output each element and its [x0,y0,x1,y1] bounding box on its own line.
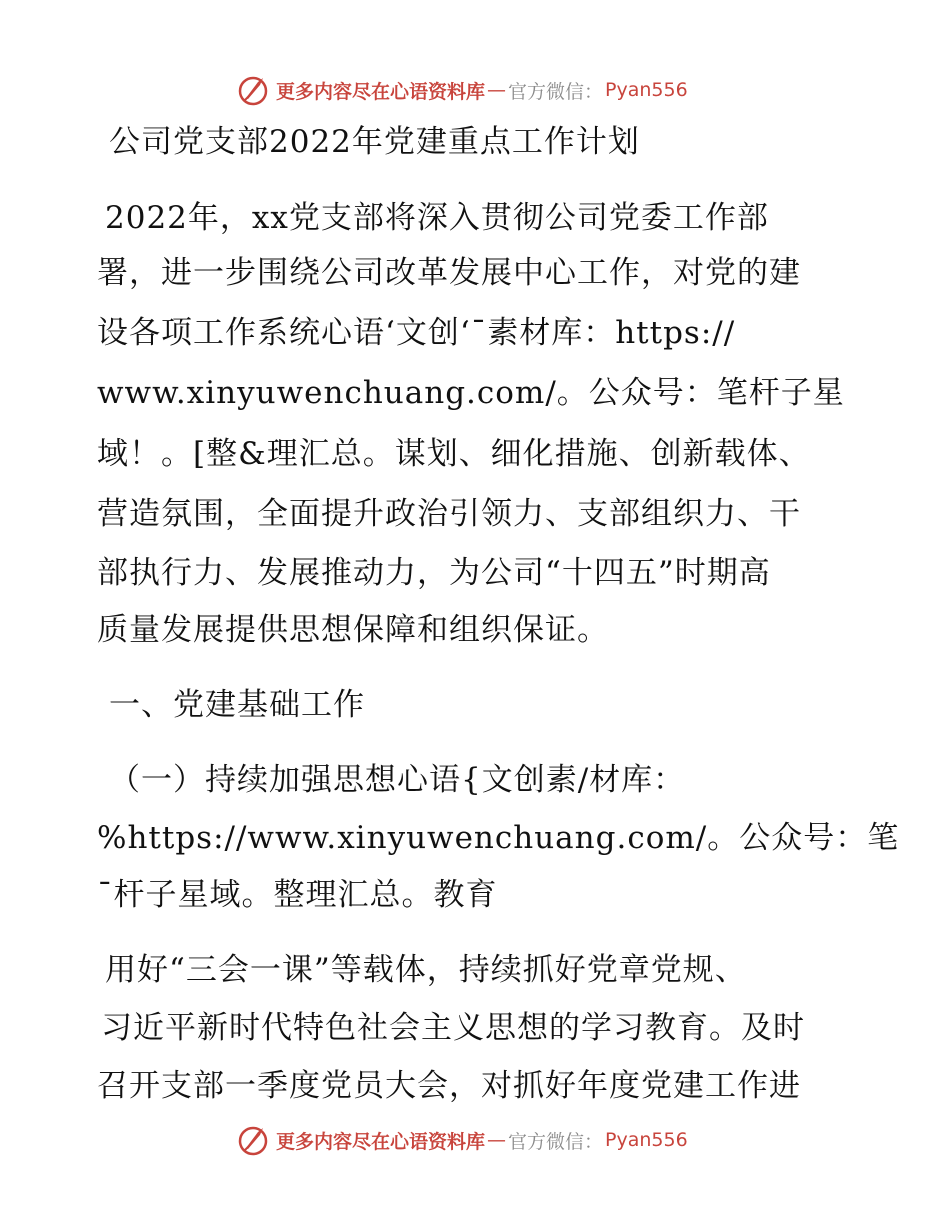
section-heading: 一、党建基础工作 [109,687,365,723]
intro-line: www.xinyuwenchuang.com/。公众号：笔杆子星 [97,375,845,411]
intro-line: 2022年，xx党支部将深入贯彻公司党委工作部 [105,200,769,236]
paragraph-line: 召开支部一季度党员大会，对抓好年度党建工作进 [97,1068,801,1104]
intro-line: 质量发展提供思想保障和组织保证。 [97,612,609,648]
intro-line: 域！。[整&理汇总。谋划、细化措施、创新载体、 [97,436,811,472]
quill-logo-icon [236,72,272,108]
banner-main-text: 更多内容尽在心语资料库 [276,1130,486,1153]
subsection-line: ¯杆子星域。整理汇总。教育 [97,877,498,913]
header-banner [236,70,688,110]
paragraph-line: 用好“三会一课”等载体，持续抓好党章党规、 [105,952,747,988]
document-title: 公司党支部2022年党建重点工作计划 [109,124,640,160]
footer-banner [236,1120,688,1160]
paragraph-line: 习近平新时代特色社会主义思想的学习教育。及时 [101,1010,805,1046]
intro-line: 署，进一步围绕公司改革发展中心工作，对党的建 [97,255,801,291]
banner-dash: — [487,1129,507,1151]
intro-line: 设各项工作系统心语‘文创‘¯素材库：https:// [97,315,736,351]
intro-line: 营造氛围，全面提升政治引领力、支部组织力、干 [97,496,801,532]
banner-main-text: 更多内容尽在心语资料库 [276,80,486,103]
banner-official-label: 官方微信： [508,1130,604,1153]
intro-line: 部执行力、发展推动力，为公司“十四五”时期高 [97,555,771,591]
quill-logo-icon [236,1122,272,1158]
subsection-line: %https://www.xinyuwenchuang.com/。公众号：笔 [97,820,900,856]
banner-dash: — [487,79,507,101]
banner-official-label: 官方微信： [508,80,604,103]
subsection-line: （一）持续加强思想心语{文创素/材库： [109,762,686,798]
banner-wechat-id: Pyan556 [605,1129,688,1151]
banner-wechat-id: Pyan556 [605,79,688,101]
